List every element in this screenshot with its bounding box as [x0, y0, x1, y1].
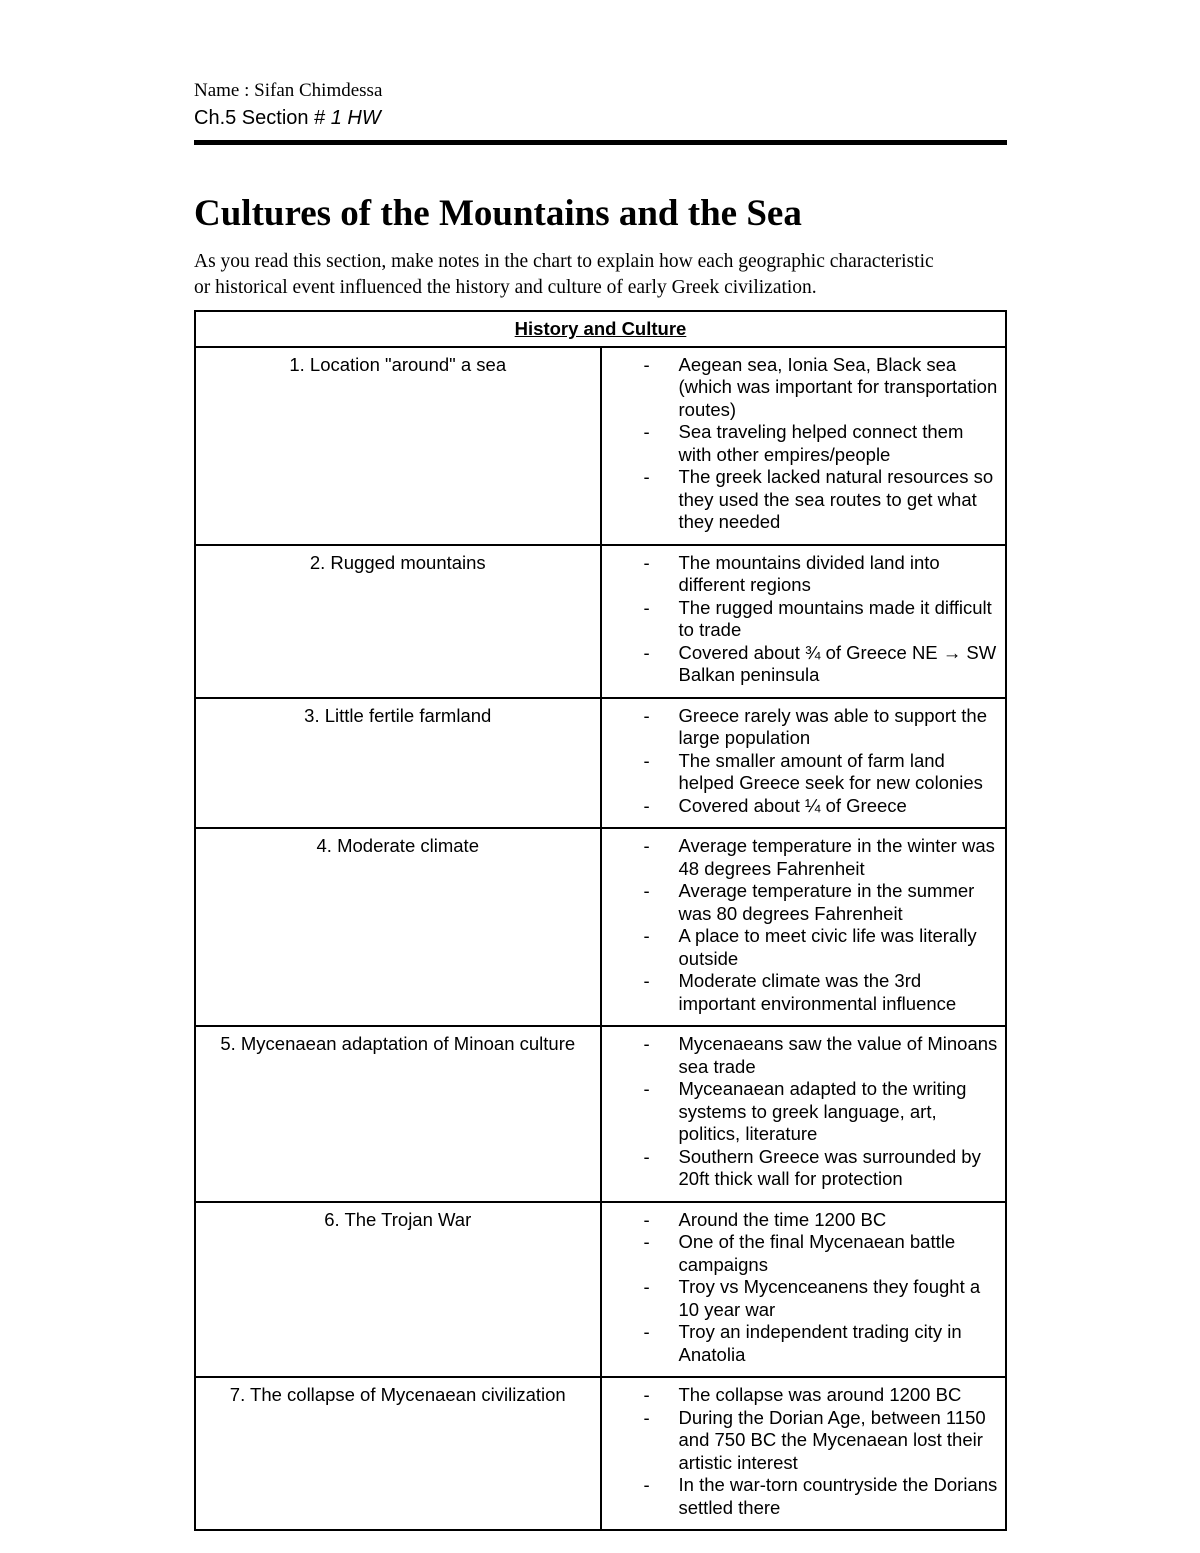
notes-list — [602, 1384, 1002, 1519]
bullet-dash: - — [643, 794, 650, 816]
student-name: Name : Sifan Chimdessa — [194, 80, 383, 101]
table-header-row — [195, 311, 1006, 347]
notes-cell — [601, 1026, 1007, 1202]
bullet-dash: - — [643, 749, 650, 771]
bullet-dash: - — [643, 466, 650, 487]
bullet-dash: - — [643, 704, 650, 726]
worksheet-title: Cultures of the Mountains and the Sea — [194, 193, 802, 234]
note-text: The greek lacked natural resources so they used the sea routes to get what they needed — [678, 466, 994, 532]
note-text: The mountains divided land into different regions — [678, 551, 940, 595]
list-item — [602, 597, 1002, 642]
table-body — [195, 347, 1006, 1531]
note-text: Troy vs Mycenceanens they fought a 10 year war — [678, 1276, 981, 1320]
note-text: Average temperature in the summer was 80 degrees Fahrenheit — [678, 880, 975, 924]
bullet-dash: - — [643, 1384, 650, 1405]
note-text: Sea traveling helped connect them with other empires/people — [678, 421, 964, 465]
notes-list — [602, 354, 1002, 534]
list-item — [602, 750, 1002, 795]
note-text: One of the final Mycenaean battle campaigns — [678, 1231, 956, 1275]
note-text: During the Dorian Age, between 1150 and 750 BC the Mycenaean lost their artistic interest — [678, 1406, 986, 1473]
bullet-dash: - — [643, 1208, 650, 1230]
bullet-dash: - — [643, 353, 650, 375]
note-text: The smaller amount of farm land helped Greece seek for new colonies — [678, 749, 983, 793]
note-text: Covered about ¼ of Greece — [678, 794, 907, 816]
list-item — [602, 1033, 1002, 1078]
note-text: Troy an independent trading city in Anatolia — [678, 1321, 962, 1365]
topic-cell: 7. The collapse of Mycenaean civilization — [195, 1377, 601, 1530]
note-text: Around the time 1200 BC — [678, 1208, 887, 1230]
notes-cell — [601, 545, 1007, 698]
table-row — [195, 347, 1006, 545]
table-row — [195, 1377, 1006, 1530]
list-item — [602, 1078, 1002, 1146]
note-text: Aegean sea, Ionia Sea, Black sea (which was important for transportation routes) — [678, 353, 998, 420]
bullet-dash: - — [643, 1033, 650, 1054]
notes-list — [602, 1209, 1002, 1367]
bullet-dash: - — [643, 1145, 650, 1167]
bullet-dash: - — [643, 880, 650, 901]
bullet-dash: - — [643, 925, 650, 946]
table-row — [195, 545, 1006, 698]
note-text: The rugged mountains made it difficult to trade — [678, 596, 992, 640]
notes-list — [602, 552, 1002, 687]
bullet-dash: - — [643, 1078, 650, 1099]
list-item — [602, 1209, 1002, 1232]
list-item — [602, 1276, 1002, 1321]
instructions: As you read this section, make notes in the chart to explain how each geographic characteristic or historical event influenced the history and culture of early Greek civilization. — [194, 251, 934, 298]
table-row — [195, 1202, 1006, 1378]
list-item — [602, 642, 1002, 687]
table-header: History and Culture — [195, 311, 1006, 347]
section-label — [194, 104, 1007, 132]
history-culture-table — [194, 310, 1007, 1531]
note-text: The collapse was around 1200 BC — [678, 1384, 962, 1405]
note-text: Greece rarely was able to support the large population — [678, 704, 987, 748]
notes-list — [602, 835, 1002, 1015]
note-text: Moderate climate was the 3rd important environmental influence — [678, 970, 957, 1014]
table-row — [195, 1026, 1006, 1202]
table-row — [195, 698, 1006, 829]
table-row — [195, 828, 1006, 1026]
list-item — [602, 552, 1002, 597]
notes-cell — [601, 698, 1007, 829]
list-item — [602, 795, 1002, 818]
topic-cell: 2. Rugged mountains — [195, 545, 601, 698]
note-text: A place to meet civic life was literally outside — [678, 925, 977, 969]
list-item — [602, 421, 1002, 466]
list-item — [602, 970, 1002, 1015]
list-item — [602, 925, 1002, 970]
bullet-dash: - — [643, 1321, 650, 1342]
note-text: Mycenaeans saw the value of Minoans sea trade — [678, 1033, 998, 1077]
topic-cell: 5. Mycenaean adaptation of Minoan culture — [195, 1026, 601, 1202]
bullet-dash: - — [643, 1406, 650, 1428]
bullet-dash: - — [643, 1276, 650, 1297]
worksheet-page — [194, 78, 1007, 1531]
notes-list — [602, 705, 1002, 818]
bullet-dash: - — [643, 551, 650, 573]
note-text: Covered about ¾ of Greece NE → SW Balkan peninsula — [678, 641, 997, 685]
bullet-dash: - — [643, 835, 650, 856]
note-text: In the war-torn countryside the Dorians settled there — [678, 1474, 998, 1518]
notes-cell — [601, 1202, 1007, 1378]
header-rule — [194, 140, 1007, 145]
list-item — [602, 880, 1002, 925]
list-item — [602, 1321, 1002, 1366]
list-item — [602, 466, 1002, 534]
note-text: Myceanaean adapted to the writing systems to greek language, art, politics, literature — [678, 1078, 967, 1144]
bullet-dash: - — [643, 1231, 650, 1252]
topic-cell: 4. Moderate climate — [195, 828, 601, 1026]
section-prefix: Ch.5 Section # — [194, 107, 331, 129]
list-item — [602, 1384, 1002, 1407]
list-item — [602, 705, 1002, 750]
list-item — [602, 1474, 1002, 1519]
list-item — [602, 354, 1002, 422]
notes-cell — [601, 828, 1007, 1026]
bullet-dash: - — [643, 1474, 650, 1495]
notes-cell — [601, 1377, 1007, 1530]
note-text: Southern Greece was surrounded by 20ft thick wall for protection — [678, 1145, 981, 1189]
list-item — [602, 1407, 1002, 1475]
note-text: Average temperature in the winter was 48 degrees Fahrenheit — [678, 835, 995, 879]
topic-cell: 6. The Trojan War — [195, 1202, 601, 1378]
bullet-dash: - — [643, 596, 650, 618]
list-item — [602, 1231, 1002, 1276]
section-number: 1 HW — [330, 107, 381, 129]
bullet-dash: - — [643, 641, 650, 663]
notes-list — [602, 1033, 1002, 1191]
notes-cell — [601, 347, 1007, 545]
list-item — [602, 1146, 1002, 1191]
list-item — [602, 835, 1002, 880]
bullet-dash: - — [643, 970, 650, 991]
bullet-dash: - — [643, 421, 650, 442]
topic-cell: 3. Little fertile farmland — [195, 698, 601, 829]
topic-cell: 1. Location "around" a sea — [195, 347, 601, 545]
